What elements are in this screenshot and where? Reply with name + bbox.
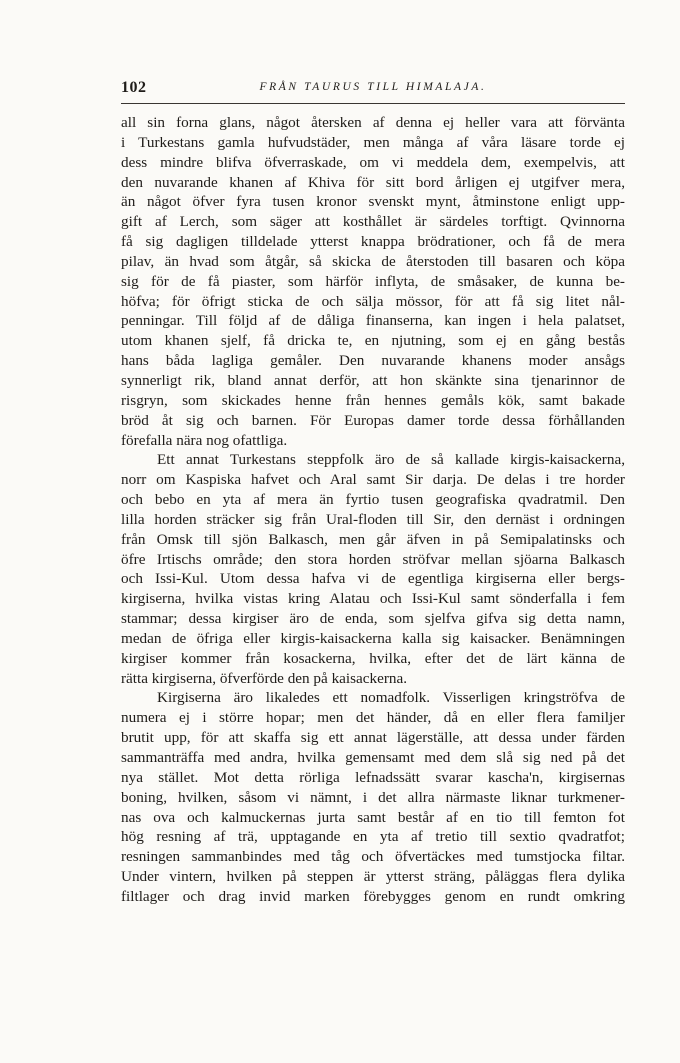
text-line: från Omsk till sjön Balkasch, men går äfven in på Semipalatinsks och	[121, 530, 625, 548]
text-line: och bebo en yta af mera än fyrtio tusen geografiska qvadratmil. Den	[121, 491, 625, 509]
text-line: dess mindre blifva öfverraskade, om vi meddela dem, exempelvis, att	[121, 153, 625, 171]
text-line: i Turkestans gamla hufvudstäder, men många af våra läsare torde ej	[121, 133, 625, 151]
text-line: boning, hvilken, såsom vi nämnt, i det allra närmaste liknar turkmener-	[121, 788, 625, 806]
text-line: risgryn, som skickades henne från hennes gemåls kök, samt bakade	[121, 391, 625, 409]
text-line: Under vintern, hvilken på steppen är ytterst sträng, påläggas flera dylika	[121, 868, 625, 886]
text-line: sig för de få piaster, som härför inflyta, de småsaker, de kunna be-	[121, 272, 625, 290]
text-line: resningen sammanbindes med tåg och öfvertäckes med tumstjocka filtar.	[121, 848, 625, 866]
text-line: filtlager och drag invid marken förebygges genom en rundt omkring	[121, 887, 625, 905]
text-line: än något öfver fyra tusen kronor svenskt mynt, åtminstone enligt upp-	[121, 193, 625, 211]
text-line: stammar; dessa kirgiser äro de enda, som sjelfva gifva sig detta namn,	[121, 610, 625, 628]
text-line: öfre Irtischs område; den stora horden ströfvar mellan sjöarna Balkasch	[121, 550, 625, 568]
text-line: Ett annat Turkestans steppfolk äro de så kallade kirgis-kaisackerna,	[157, 451, 625, 469]
page-header	[121, 79, 625, 99]
text-line: och Issi-Kul. Utom dessa hafva vi de egentliga kirgiserna eller bergs-	[121, 570, 625, 588]
text-line: medan de öfriga eller kirgis-kaisackerna kalla sig kaisacker. Benämningen	[121, 629, 625, 647]
text-line: få sig dagligen tilldelade ytterst knappa brödrationer, och få de mera	[121, 233, 625, 251]
header-rule	[121, 103, 625, 104]
text-line: Kirgiserna äro likaledes ett nomadfolk. Visserligen kringströfva de	[157, 689, 625, 707]
text-line: norr om Kaspiska hafvet och Aral samt Sir darja. De delas i tre horder	[121, 471, 625, 489]
body-text	[121, 113, 625, 907]
text-line: förefalla nära nog ofattliga.	[121, 431, 288, 449]
text-line: nya stället. Mot detta rörliga lefnadssätt svarar kascha'n, kirgisernas	[121, 768, 625, 786]
text-line: kirgiserna, hvilka vistas kring Alatau och Issi-Kul samt sönderfalla i fem	[121, 590, 625, 608]
text-line: bröd åt sig och barnen. För Europas damer torde dessa förhållanden	[121, 411, 625, 429]
page-number: 102	[121, 79, 147, 96]
text-line: rätta kirgiserna, öfverförde den på kaisackerna.	[121, 669, 408, 687]
text-line: all sin forna glans, något återsken af denna ej heller vara att förvänta	[121, 114, 625, 131]
text-line: lilla horden sträcker sig från Ural-floden till Sir, den dernäst i ordningen	[121, 510, 625, 528]
text-line: hög resning af trä, upptagande en yta af tretio till sextio qvadratfot;	[121, 828, 625, 846]
text-line: den nuvarande khanen af Khiva för sitt bord årligen ej utgifver mera,	[121, 173, 625, 191]
text-line: utom khanen sjelf, få dricka te, en njutning, som ej en gång bestås	[121, 332, 625, 350]
text-line: numera ej i större hopar; men det händer, då en eller flera familjer	[121, 709, 625, 727]
text-line: nas ova och kalmuckernas jurta samt består af en tio till femton fot	[121, 808, 625, 826]
text-line: brutit upp, för att skaffa sig ett annat lägerställe, att dessa under färden	[121, 729, 625, 747]
text-line: sammanträffa med andra, hvilka gemensamt med dem slå sig ned på det	[121, 749, 625, 766]
text-line: pilav, än hvad som åtgår, så skicka de återstoden till basaren och köpa	[121, 252, 625, 270]
text-line: hans båda lagliga gemåler. Den nuvarande khanens moder ansågs	[121, 352, 625, 370]
text-line: synnerligt rik, bland annat derför, att hon skänkte sina tjenarinnor de	[121, 371, 625, 389]
text-line: kirgiser kommer från kosackerna, hvilka, efter det de lärt känna de	[121, 649, 625, 667]
text-line: penningar. Till följd af de dåliga finanserna, kan ingen i hela palatset,	[121, 312, 625, 330]
text-line: gift af Lerch, som säger att kosthållet är särdeles torftigt. Qvinnorna	[121, 213, 625, 231]
running-title: FRÅN TAURUS TILL HIMALAJA.	[259, 81, 487, 93]
text-line: höfva; för öfrigt sticka de och sälja mössor, för att få sig litet nål-	[121, 292, 625, 310]
